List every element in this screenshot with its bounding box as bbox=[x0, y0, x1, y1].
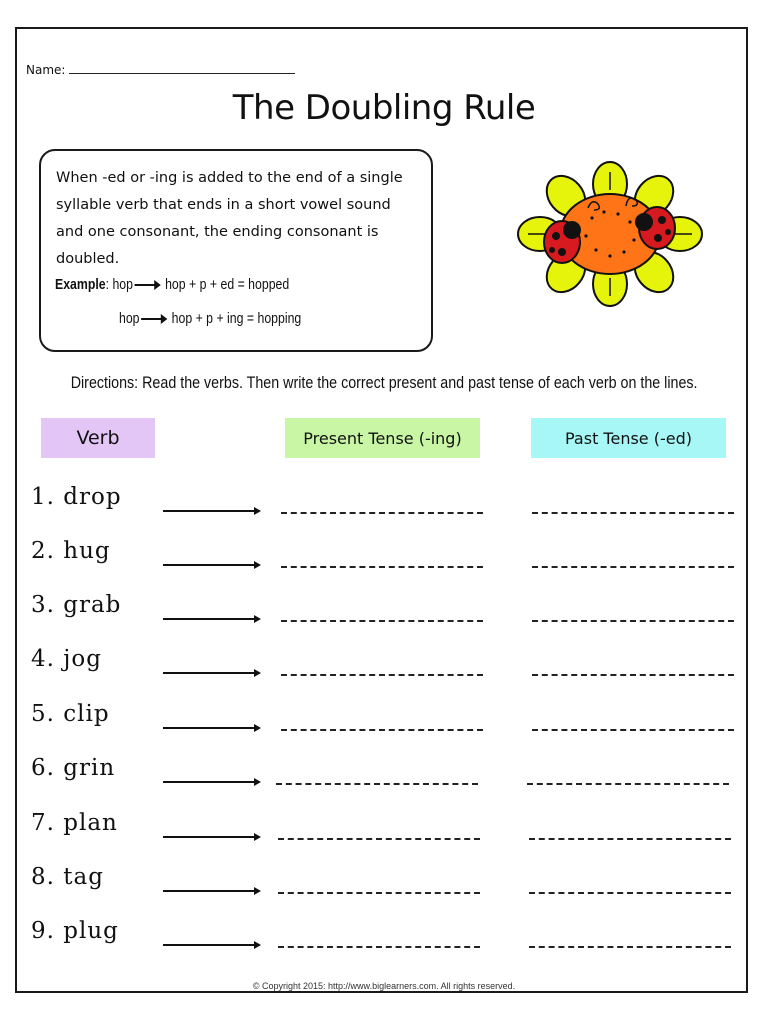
arrow-icon bbox=[163, 672, 258, 674]
verb-word: 8. tag bbox=[31, 864, 104, 890]
verb-row bbox=[0, 646, 768, 686]
past-tense-answer-line[interactable] bbox=[532, 674, 734, 676]
past-tense-answer-line[interactable] bbox=[532, 566, 734, 568]
flower-with-ladybugs-icon bbox=[512, 160, 708, 308]
present-tense-answer-line[interactable] bbox=[281, 620, 483, 622]
verb-row bbox=[0, 918, 768, 958]
present-tense-answer-line[interactable] bbox=[281, 674, 483, 676]
past-tense-answer-line[interactable] bbox=[532, 620, 734, 622]
present-tense-answer-line[interactable] bbox=[276, 783, 478, 785]
copyright-footer: © Copyright 2015: http://www.biglearners.com. All rights reserved. bbox=[252, 981, 516, 991]
verb-row bbox=[0, 701, 768, 741]
verb-row bbox=[0, 810, 768, 850]
arrow-icon bbox=[163, 836, 258, 838]
arrow-icon bbox=[163, 781, 258, 783]
arrow-icon bbox=[141, 318, 166, 320]
example-1-base: hop bbox=[112, 276, 133, 293]
arrow-icon bbox=[135, 284, 160, 286]
present-tense-answer-line[interactable] bbox=[281, 512, 483, 514]
example-2-result: hop + p + ing = hopping bbox=[171, 310, 302, 327]
past-tense-answer-line[interactable] bbox=[532, 729, 734, 731]
verb-row bbox=[0, 538, 768, 578]
past-tense-answer-line[interactable] bbox=[529, 946, 731, 948]
present-tense-column-header: Present Tense (-ing) bbox=[285, 418, 480, 458]
name-label: Name: bbox=[26, 63, 66, 77]
verb-word: 1. drop bbox=[31, 484, 122, 510]
arrow-icon bbox=[163, 944, 258, 946]
name-field bbox=[26, 63, 295, 77]
verb-row bbox=[0, 592, 768, 632]
verb-word: 2. hug bbox=[31, 538, 111, 564]
example-1-result: hop + p + ed = hopped bbox=[165, 276, 290, 293]
verb-row bbox=[0, 864, 768, 904]
arrow-icon bbox=[163, 890, 258, 892]
arrow-icon bbox=[163, 618, 258, 620]
example-line-1: Example: hop hop + p + ed = hopped bbox=[55, 276, 290, 293]
verb-column-header: Verb bbox=[41, 418, 155, 458]
page-title: The Doubling Rule bbox=[232, 88, 536, 128]
example-label: Example bbox=[55, 276, 106, 293]
arrow-icon bbox=[163, 564, 258, 566]
verb-word: 5. clip bbox=[31, 701, 110, 727]
past-tense-column-header: Past Tense (-ed) bbox=[531, 418, 726, 458]
present-tense-answer-line[interactable] bbox=[278, 892, 480, 894]
arrow-icon bbox=[163, 727, 258, 729]
past-tense-answer-line[interactable] bbox=[529, 838, 731, 840]
rule-text: When -ed or -ing is added to the end of a single syllable verb that ends in a short vowel sound and one consonant, the ending consonant is doubled. bbox=[56, 170, 403, 267]
verb-word: 9. plug bbox=[31, 918, 119, 944]
verb-word: 4. jog bbox=[31, 646, 102, 672]
arrow-icon bbox=[163, 510, 258, 512]
present-tense-answer-line[interactable] bbox=[278, 946, 480, 948]
name-line[interactable] bbox=[69, 63, 295, 74]
past-tense-answer-line[interactable] bbox=[532, 512, 734, 514]
past-tense-answer-line[interactable] bbox=[529, 892, 731, 894]
present-tense-answer-line[interactable] bbox=[281, 566, 483, 568]
verb-word: 7. plan bbox=[31, 810, 118, 836]
present-tense-answer-line[interactable] bbox=[281, 729, 483, 731]
example-2-base: hop bbox=[119, 310, 140, 327]
ladybug-left bbox=[544, 221, 581, 263]
verb-word: 6. grin bbox=[31, 755, 116, 781]
example-line-2 bbox=[119, 310, 301, 327]
verb-row bbox=[0, 755, 768, 795]
verb-row bbox=[0, 484, 768, 524]
verb-word: 3. grab bbox=[31, 592, 122, 618]
past-tense-answer-line[interactable] bbox=[527, 783, 729, 785]
present-tense-answer-line[interactable] bbox=[278, 838, 480, 840]
directions-text: Directions: Read the verbs. Then write the correct present and past tense of each verb on the lines. bbox=[70, 373, 698, 392]
